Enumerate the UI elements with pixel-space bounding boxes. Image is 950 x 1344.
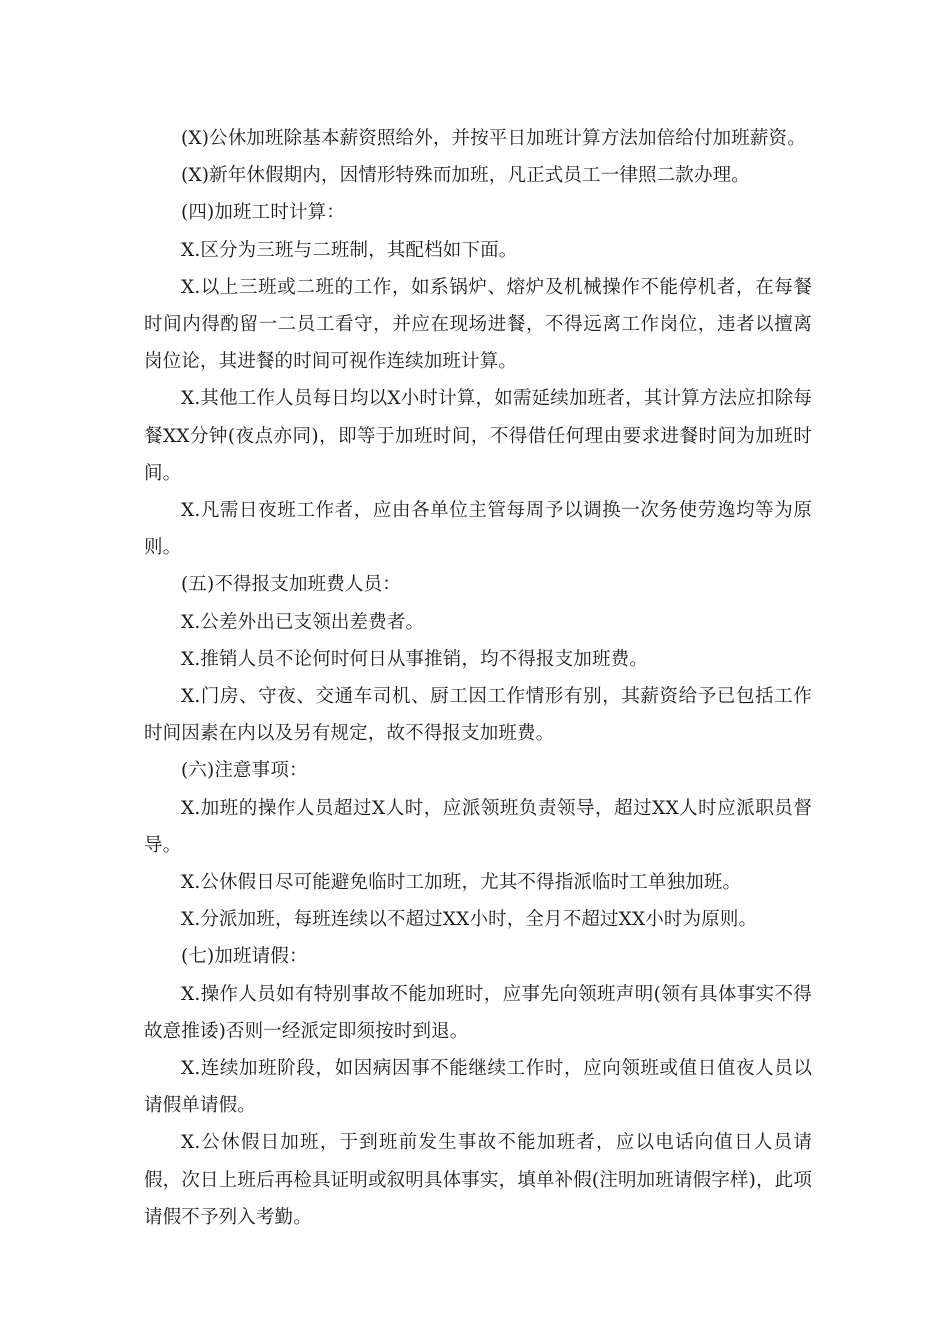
- paragraph: X.其他工作人员每日均以X小时计算，如需延续加班者，其计算方法应扣除每餐XX分钟(夜点亦同)，即等于加班时间，不得借任何理由要求进餐时间为加班时间。: [144, 388, 812, 484]
- paragraph: X.公休假日加班，于到班前发生事故不能加班者，应以电话向值日人员请假，次日上班后再检具证明或叙明具体事实，填单补假(注明加班请假字样)，此项请假不予列入考勤。: [144, 1132, 812, 1228]
- paragraph: X.操作人员如有特别事故不能加班时，应事先向领班声明(领有具体事实不得故意推诿)否则一经派定即须按时到退。: [144, 983, 812, 1042]
- section-heading: (七)加班请假：: [181, 946, 308, 968]
- paragraph: (X)公休加班除基本薪资照给外，并按平日加班计算方法加倍给付加班薪资。: [181, 128, 806, 149]
- paragraph: (X)新年休假期内，因情形特殊而加班，凡正式员工一律照二款办理。: [181, 165, 750, 187]
- paragraph: X.分派加班，每班连续以不超过XX小时，全月不超过XX小时为原则。: [181, 909, 758, 931]
- document-body: [144, 120, 812, 1236]
- paragraph: X.推销人员不论何时何日从事推销，均不得报支加班费。: [181, 648, 648, 670]
- paragraph: X.门房、守夜、交通车司机、厨工因工作情形有别，其薪资给予已包括工作时间因素在内以及另有规定，故不得报支加班费。: [144, 686, 812, 745]
- section-heading: (四)加班工时计算：: [181, 202, 345, 224]
- section-heading: (五)不得报支加班费人员：: [181, 574, 401, 596]
- paragraph: X.区分为三班与二班制，其配档如下面。: [181, 239, 518, 261]
- paragraph: X.公差外出已支领出差费者。: [181, 611, 425, 633]
- paragraph: X.以上三班或二班的工作，如系锅炉、熔炉及机械操作不能停机者，在每餐时间内得酌留一二员工看守，并应在现场进餐，不得远离工作岗位，违者以擅离岗位论，其进餐的时间可视作连续加班计算。: [144, 276, 812, 373]
- paragraph: X.加班的操作人员超过X人时，应派领班负责领导，超过XX人时应派职员督导。: [144, 797, 812, 856]
- section-heading: (六)注意事项：: [181, 760, 308, 782]
- paragraph: X.公休假日尽可能避免临时工加班，尤其不得指派临时工单独加班。: [181, 872, 742, 894]
- paragraph: X.连续加班阶段，如因病因事不能继续工作时，应向领班或值日值夜人员以请假单请假。: [144, 1058, 812, 1117]
- paragraph: X.凡需日夜班工作者，应由各单位主管每周予以调换一次务使劳逸均等为原则。: [144, 500, 812, 559]
